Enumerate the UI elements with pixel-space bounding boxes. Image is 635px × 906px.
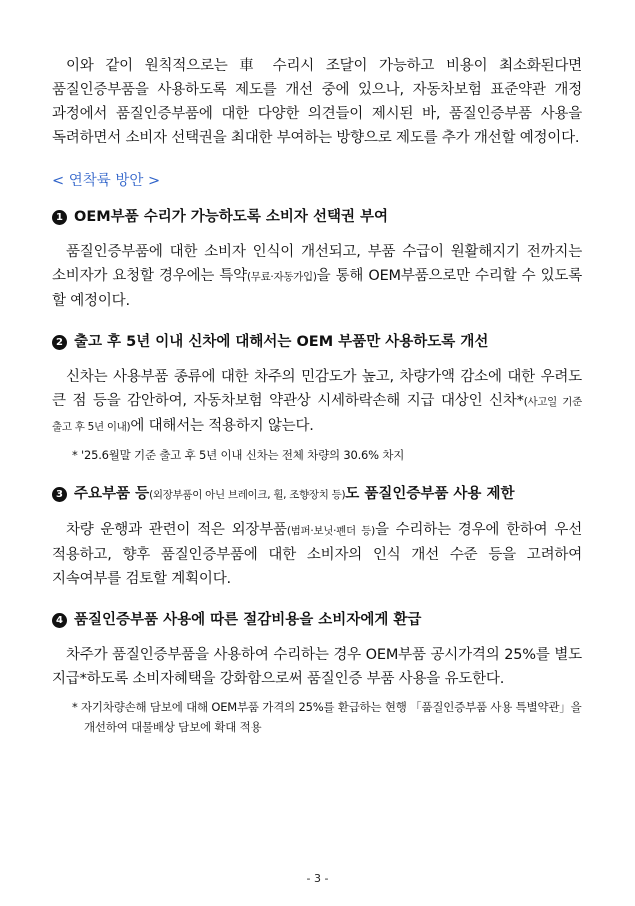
- item-3-body: 차량 운행과 관련이 적은 외장부품(범퍼·보닛·펜더 등)을 수리하는 경우에 한하여 우선 적용하고, 향후 품질인증부품에 대한 소비자의 인식 개선 수준 등을 고려하여 지속여부를 검토할 계획이다.: [52, 522, 582, 587]
- item-4-title: 품질인증부품 사용에 따른 절감비용을 소비자에게 환급: [74, 612, 422, 628]
- page-number: - 3 -: [306, 872, 329, 885]
- item-2-number-badge: 2: [52, 335, 67, 350]
- item-1-heading: [52, 206, 582, 228]
- item-4-number-badge: 4: [52, 613, 67, 628]
- item-2-title: 출고 후 5년 이내 신차에 대해서는 OEM 부품만 사용하도록 개선: [74, 334, 489, 350]
- item-2-body: 신차는 사용부품 종류에 대한 차주의 민감도가 높고, 차량가액 감소에 대한 우려도 큰 점 등을 감안하여, 자동차보험 약관상 시세하락손해 지급 대상인 신차*(사고일 기준 출고 후 5년 이내)에 대해서는 적용하지 않는다.: [52, 369, 582, 434]
- item-1-body: 품질인증부품에 대한 소비자 인식이 개선되고, 부품 수급이 원활해지기 전까지는 소비자가 요청할 경우에는 특약(무료·자동가입)을 통해 OEM부품으로만 수리할 수 있도록 할 예정이다.: [52, 244, 583, 309]
- document-page: [52, 54, 582, 737]
- intro-paragraph: 이와 같이 원칙적으로는 車 수리시 조달이 가능하고 비용이 최소화된다면 품질인증부품을 사용하도록 제도를 개선 중에 있으나, 자동차보험 표준약관 개정 과정에서 품질인증부품에 대한 다양한 의견들이 제시된 바, 품질인증부품 사용을 독려하면서 소비자 선택권을 최대한 부여하는 방향으로 제도를 추가 개선할 예정이다.: [52, 58, 582, 146]
- item-4-heading: [52, 609, 582, 631]
- item-4-footnote: * 자기차량손해 담보에 대해 OEM부품 가격의 25%를 환급하는 현행 「품질인증부품 사용 특별약관」을 개선하여 대물배상 담보에 확대 적용: [72, 700, 582, 734]
- item-1-title: OEM부품 수리가 가능하도록 소비자 선택권 부여: [74, 209, 389, 225]
- item-2-footnote: * '25.6월말 기준 출고 후 5년 이내 신차는 전체 차량의 30.6% 차지: [72, 448, 405, 462]
- section-subheading: < 연착륙 방안 >: [52, 173, 161, 189]
- item-2-heading: [52, 331, 582, 353]
- item-1-number-badge: 1: [52, 210, 67, 225]
- item-3-title: 주요부품 등(외장부품이 아닌 브레이크, 휠, 조향장치 등)도 품질인증부품 사용 제한: [74, 486, 515, 502]
- item-4-body: 차주가 품질인증부품을 사용하여 수리하는 경우 OEM부품 공시가격의 25%를 별도 지급*하도록 소비자혜택을 강화함으로써 품질인증 부품 사용을 유도한다.: [52, 647, 582, 687]
- item-3-number-badge: 3: [52, 487, 67, 502]
- item-3-heading: [52, 483, 582, 506]
